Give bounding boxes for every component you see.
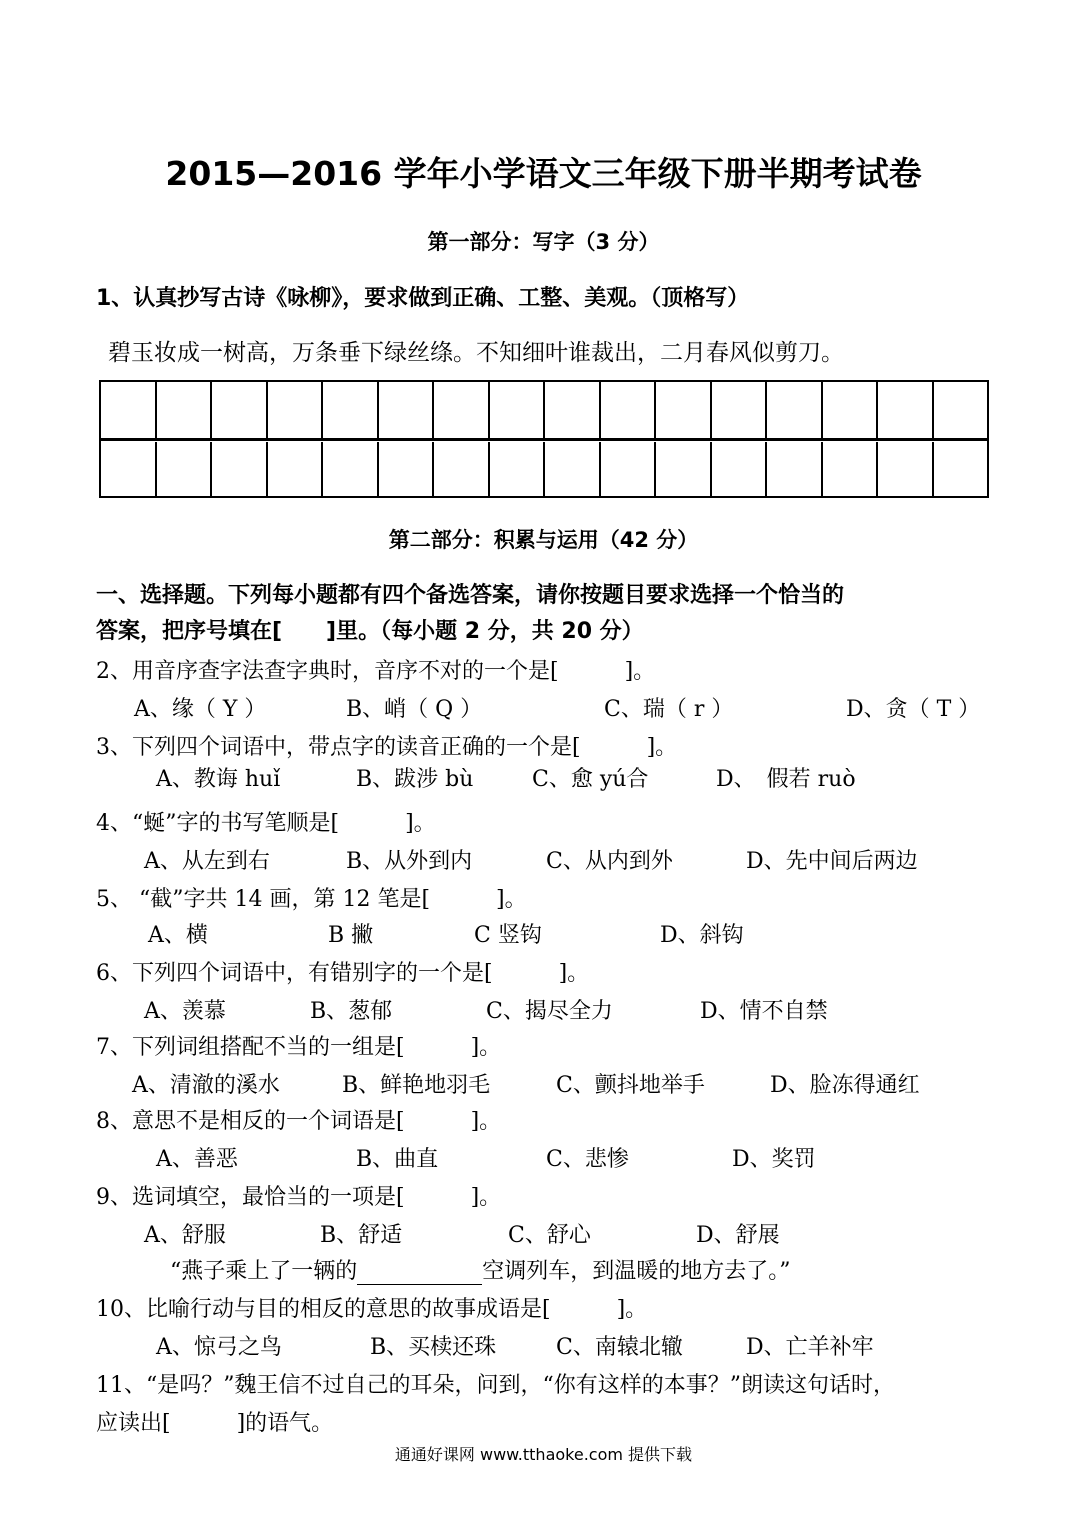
grid-cell[interactable] <box>268 442 324 498</box>
grid-cell[interactable] <box>323 382 379 438</box>
answer-blank[interactable] <box>357 1262 482 1285</box>
option-c: C、南辕北辙 <box>556 1335 683 1360</box>
option-c: C、颤抖地举手 <box>556 1073 705 1098</box>
grid-cell[interactable] <box>712 382 768 438</box>
option-a: A、横 <box>148 923 208 948</box>
sentence-part-2: 空调列车，到温暖的地方去了。” <box>482 1259 791 1284</box>
grid-cell[interactable] <box>101 442 157 498</box>
question-stem: 7、下列词组搭配不当的一组是[ ]。 <box>96 1035 502 1060</box>
option-d: D、亡羊补牢 <box>746 1335 874 1360</box>
question-stem: 10、比喻行动与目的相反的意思的故事成语是[ ]。 <box>96 1297 648 1322</box>
option-b: B、从外到内 <box>346 849 473 874</box>
grid-cell[interactable] <box>601 382 657 438</box>
option-c: C、愈 yú合 <box>532 767 649 792</box>
poem-text: 碧玉妆成一树高，万条垂下绿丝绦。不知细叶谁裁出，二月春风似剪刀。 <box>108 340 844 366</box>
writing-grid[interactable] <box>99 380 989 498</box>
question-stem: 11、“是吗？”魏王信不过自己的耳朵，问到，“你有这样的本事？”朗读这句话时， <box>96 1373 895 1398</box>
grid-cell[interactable] <box>212 382 268 438</box>
question-stem: 4、“蜒”字的书写笔顺是[ ]。 <box>96 811 436 836</box>
question-stem: 3、下列四个词语中，带点字的读音正确的一个是[ ]。 <box>96 735 678 760</box>
grid-cell[interactable] <box>379 382 435 438</box>
grid-cell[interactable] <box>823 442 879 498</box>
grid-cell[interactable] <box>545 442 601 498</box>
option-a: A、舒服 <box>144 1223 226 1248</box>
question-stem: 6、下列四个词语中，有错别字的一个是[ ]。 <box>96 961 590 986</box>
section1-instructions-line2: 答案，把序号填在[ ]里。（每小题 2 分，共 20 分） <box>96 619 644 644</box>
option-b: B 撇 <box>328 923 374 948</box>
option-c: C 竖钩 <box>474 923 542 948</box>
question-stem: 5、 “截”字共 14 画，第 12 笔是[ ]。 <box>96 887 527 912</box>
grid-cell[interactable] <box>878 382 934 438</box>
sentence-part-1: “燕子乘上了一辆的 <box>170 1259 358 1284</box>
option-d: D、脸冻得通红 <box>770 1073 920 1098</box>
option-c: C、悲惨 <box>546 1147 629 1172</box>
grid-cell[interactable] <box>878 442 934 498</box>
grid-cell[interactable] <box>101 382 157 438</box>
option-d: D、贪（ T ） <box>846 697 981 722</box>
option-d: D、 假若 ruò <box>716 767 856 792</box>
option-c: C、舒心 <box>508 1223 591 1248</box>
grid-cell[interactable] <box>268 382 324 438</box>
option-d: D、奖罚 <box>732 1147 816 1172</box>
grid-cell[interactable] <box>934 442 988 498</box>
option-c: C、从内到外 <box>546 849 673 874</box>
question-stem: 8、意思不是相反的一个词语是[ ]。 <box>96 1109 502 1134</box>
option-a: A、缘（ Y ） <box>134 697 267 722</box>
grid-cell[interactable] <box>157 382 213 438</box>
option-b: B、葱郁 <box>310 999 393 1024</box>
exam-title: 2015—2016 学年小学语文三年级下册半期考试卷 <box>165 154 922 193</box>
part2-heading: 第二部分：积累与运用（42 分） <box>388 528 699 552</box>
option-c: C、瑞（ r ） <box>604 697 734 722</box>
option-d: D、先中间后两边 <box>746 849 918 874</box>
question-stem-continued: 应读出[ ]的语气。 <box>96 1411 334 1436</box>
grid-cell[interactable] <box>656 442 712 498</box>
option-b: B、舒适 <box>320 1223 403 1248</box>
option-a: A、惊弓之鸟 <box>156 1335 282 1360</box>
grid-cell[interactable] <box>767 442 823 498</box>
option-c: C、揭尽全力 <box>486 999 613 1024</box>
grid-cell[interactable] <box>434 442 490 498</box>
grid-cell[interactable] <box>379 442 435 498</box>
grid-cell[interactable] <box>823 382 879 438</box>
grid-cell[interactable] <box>323 442 379 498</box>
section1-instructions-line1: 一、选择题。下列每小题都有四个备选答案，请你按题目要求选择一个恰当的 <box>96 583 845 608</box>
option-d: D、斜钩 <box>660 923 744 948</box>
grid-cell[interactable] <box>767 382 823 438</box>
grid-cell[interactable] <box>656 382 712 438</box>
option-b: B、峭（ Q ） <box>346 697 483 722</box>
grid-cell[interactable] <box>545 382 601 438</box>
option-d: D、舒展 <box>696 1223 780 1248</box>
fill-in-sentence <box>170 1254 791 1285</box>
grid-cell[interactable] <box>601 442 657 498</box>
question-stem: 2、用音序查字法查字典时，音序不对的一个是[ ]。 <box>96 659 656 684</box>
grid-cell[interactable] <box>212 442 268 498</box>
part1-heading: 第一部分：写字（3 分） <box>427 230 660 254</box>
grid-cell[interactable] <box>490 382 546 438</box>
grid-cell[interactable] <box>157 442 213 498</box>
option-a: A、从左到右 <box>144 849 270 874</box>
option-d: D、情不自禁 <box>700 999 828 1024</box>
page-footer: 通通好课网 www.tthaoke.com 提供下载 <box>394 1445 693 1464</box>
option-b: B、鲜艳地羽毛 <box>342 1073 491 1098</box>
grid-row-1[interactable] <box>101 382 987 441</box>
option-b: B、跋涉 bù <box>356 767 474 792</box>
option-a: A、善恶 <box>156 1147 238 1172</box>
option-a: A、清澈的溪水 <box>132 1073 280 1098</box>
question-1: 1、认真抄写古诗《咏柳》，要求做到正确、工整、美观。（顶格写） <box>96 286 750 311</box>
grid-cell[interactable] <box>434 382 490 438</box>
option-a: A、羡慕 <box>144 999 226 1024</box>
option-b: B、曲直 <box>356 1147 439 1172</box>
grid-row-2[interactable] <box>101 442 987 498</box>
question-stem: 9、选词填空，最恰当的一项是[ ]。 <box>96 1185 502 1210</box>
option-b: B、买椟还珠 <box>370 1335 497 1360</box>
grid-cell[interactable] <box>490 442 546 498</box>
grid-cell[interactable] <box>712 442 768 498</box>
option-a: A、教诲 huǐ <box>156 767 281 792</box>
grid-cell[interactable] <box>934 382 988 438</box>
